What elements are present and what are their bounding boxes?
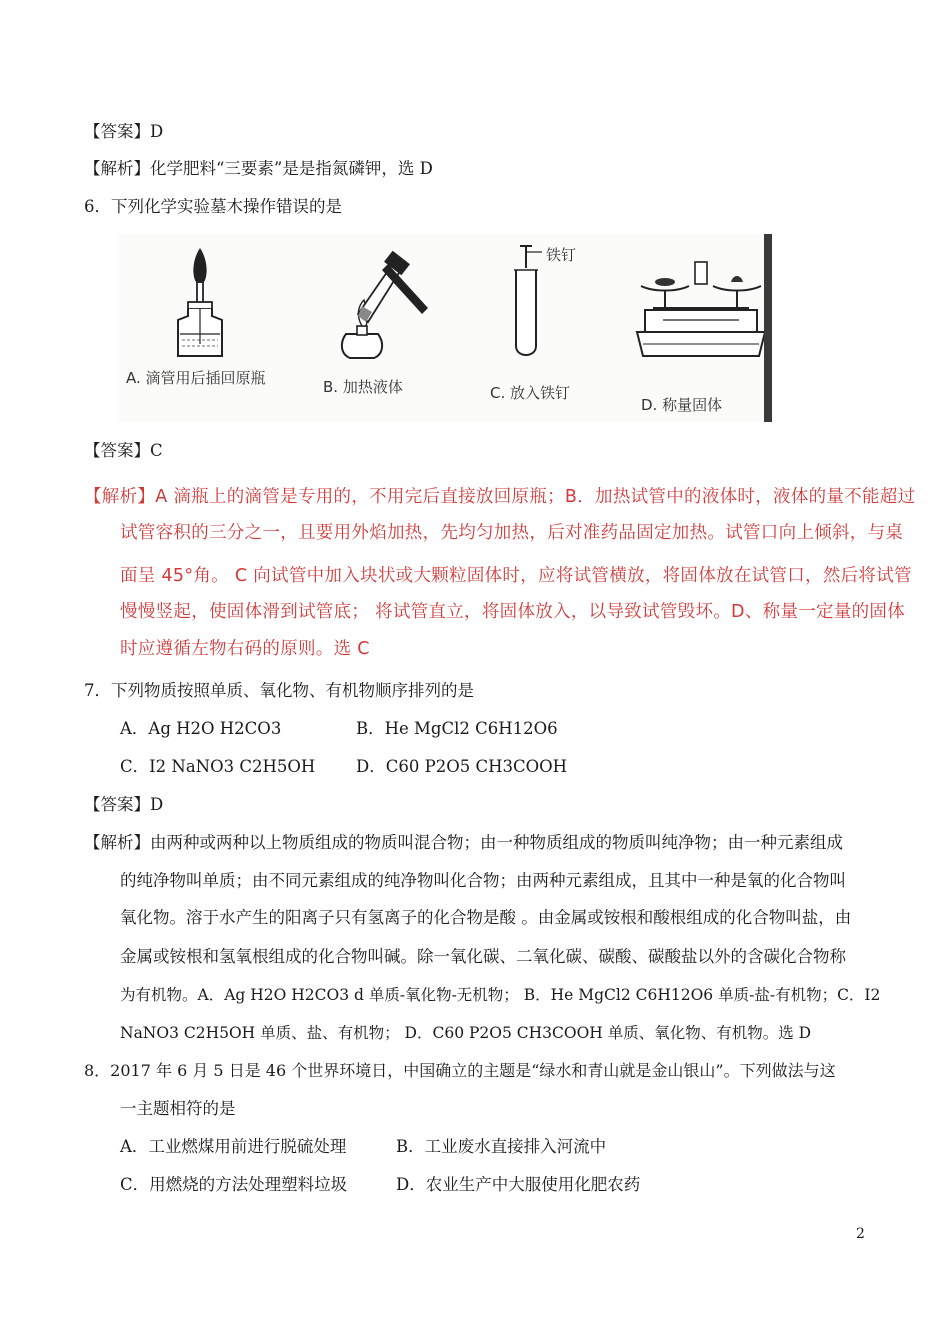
q7-analysis-line-4: 金属或铵根和氢氧根组成的化合物叫碱。除一氧化碳、二氧化碳、碳酸、碳酸盐以外的含碳化合物称 bbox=[120, 947, 846, 966]
q8-question-line-1: 8．2017 年 6 月 5 日是 46 个世界环境日，中国确立的主题是“绿水和青山就是金山银山”。下列做法与这 bbox=[84, 1061, 836, 1080]
q6-figure-c-label: C. 放入铁钉 bbox=[490, 384, 571, 402]
q6-figure-c-callout: 铁钉 bbox=[546, 246, 577, 264]
q7-analysis-line-2: 的纯净物叫单质；由不同元素组成的纯净物叫化合物；由两种元素组成，且其中一种是氧的化合物叫 bbox=[120, 871, 846, 890]
q7-option-c: C．I2 NaNO3 C2H5OH bbox=[120, 757, 316, 776]
q6-figure-d-label: D. 称量固体 bbox=[641, 396, 723, 414]
q7-analysis-line-5: 为有机物。A．Ag H2O H2CO3 d 单质-氧化物-无机物； B．He MgCl2 C6H12O6 单质-盐-有机物；C．I2 bbox=[120, 986, 881, 1004]
dropper-bottle-icon bbox=[170, 246, 230, 361]
q6-figure-b-label: B. 加热液体 bbox=[323, 378, 403, 396]
q8-question-line-2: 一主题相符的是 bbox=[120, 1099, 236, 1118]
page-number: 2 bbox=[856, 1226, 865, 1242]
q7-answer: 【答案】D bbox=[84, 795, 164, 814]
figure-edge bbox=[764, 234, 772, 422]
q6-question: 6．下列化学实验墓木操作错误的是 bbox=[84, 197, 342, 216]
q6-analysis-line-2: 试管容积的三分之一，且要用外焰加热，先均匀加热，后对准药品固定加热。试管口向上倾斜，与桌 bbox=[120, 523, 904, 543]
q8-option-d: D．农业生产中大服使用化肥农药 bbox=[396, 1175, 641, 1194]
q6-figure-strip bbox=[118, 234, 772, 422]
q7-option-d: D．C60 P2O5 CH3COOH bbox=[356, 757, 568, 776]
q6-analysis-line-5: 时应遵循左物右码的原则。选 C bbox=[120, 639, 370, 659]
q7-option-a: A．Ag H2O H2CO3 bbox=[120, 719, 282, 738]
q6-figure-a-label: A. 滴管用后插回原瓶 bbox=[126, 369, 266, 387]
q6-analysis-line-4: 慢慢竖起，使固体滑到试管底； 将试管直立，将固体放入，以导致试管毁坏。D、称量一定量的固体 bbox=[120, 602, 906, 622]
q6-answer: 【答案】C bbox=[84, 441, 163, 460]
q6-analysis-line-3: 面呈 45°角。 C 向试管中加入块状或大颗粒固体时，应将试管横放，将固体放在试管口，然后将试管 bbox=[120, 566, 912, 586]
q7-option-b: B．He MgCl2 C6H12O6 bbox=[356, 719, 558, 738]
q5-answer: 【答案】D bbox=[84, 122, 164, 141]
q7-analysis-line-6: NaNO3 C2H5OH 单质、盐、有机物； D．C60 P2O5 CH3COOH 单质、氧化物、有机物。选 D bbox=[120, 1024, 812, 1042]
q7-question: 7．下列物质按照单质、氧化物、有机物顺序排列的是 bbox=[84, 681, 474, 700]
q8-option-a: A．工业燃煤用前进行脱硫处理 bbox=[120, 1137, 347, 1156]
q8-option-c: C．用燃烧的方法处理塑料垃圾 bbox=[120, 1175, 348, 1194]
q7-analysis-line-3: 氧化物。溶于水产生的阳离子只有氢离子的化合物是酸 。由金属或铵根和酸根组成的化合物叫盐，由 bbox=[120, 908, 852, 927]
q6-analysis-line-1: 【解析】A 滴瓶上的滴管是专用的，不用完后直接放回原瓶；B．加热试管中的液体时，液体的量不能超过 bbox=[84, 487, 916, 507]
balance-scale-icon bbox=[633, 252, 768, 364]
q8-option-b: B．工业废水直接排入河流中 bbox=[396, 1137, 607, 1156]
heating-test-tube-icon bbox=[328, 246, 438, 361]
q7-analysis-line-1: 【解析】由两种或两种以上物质组成的物质叫混合物；由一种物质组成的物质叫纯净物；由一种元素组成 bbox=[84, 833, 843, 852]
q5-analysis: 【解析】化学肥料“三要素”是是指氮磷钾，选 D bbox=[84, 159, 433, 178]
